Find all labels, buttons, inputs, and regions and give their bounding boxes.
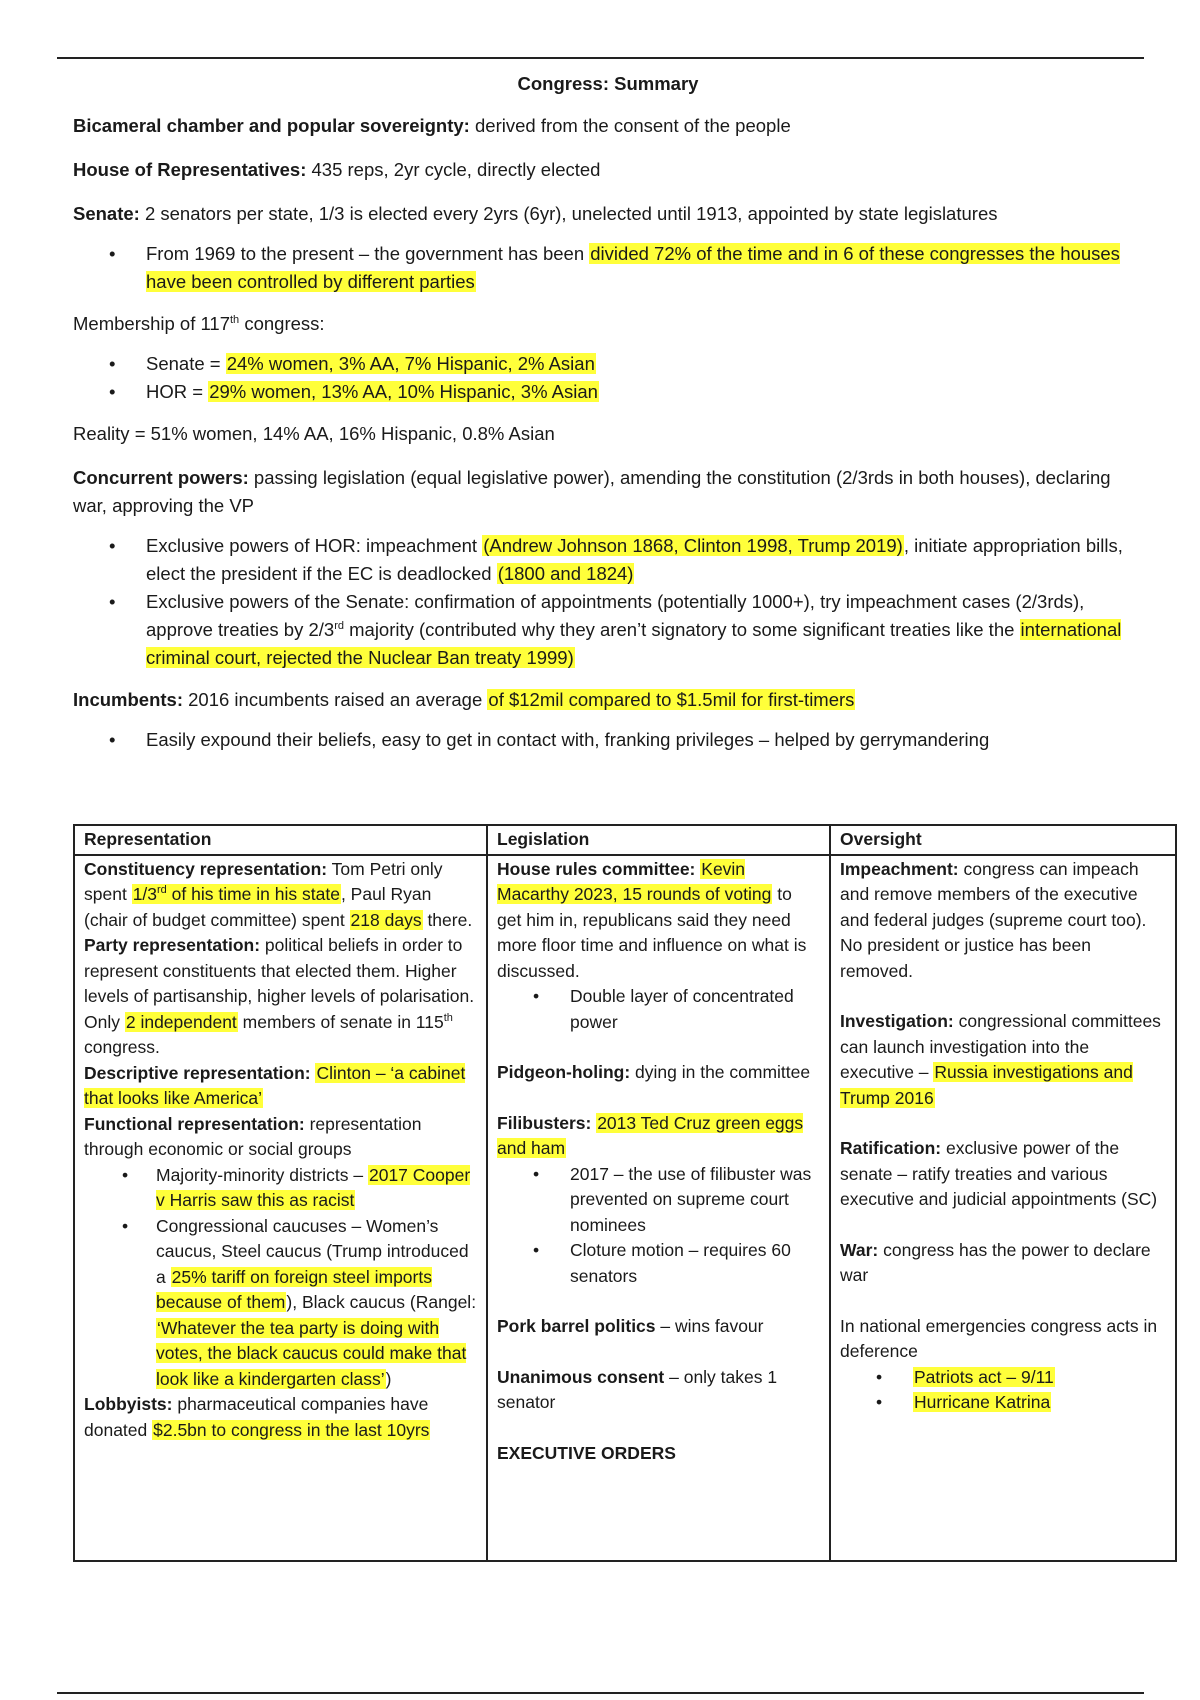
highlight: (Andrew Johnson 1868, Clinton 1998, Trump 2019) <box>483 535 903 556</box>
ratification: Ratification: exclusive power of the senate – ratify treaties and various executive and judicial appointments (SC) <box>840 1138 1158 1209</box>
membership-paragraph: Membership of 117th congress: <box>73 313 325 334</box>
double-layer-bullet: • Double layer of concentrated power <box>497 984 820 1035</box>
unanimous-consent: Unanimous consent – only takes 1 senator <box>497 1366 778 1412</box>
header-legislation: Legislation <box>487 825 830 855</box>
senate-bullets <box>73 240 1143 296</box>
filibusters: Filibusters: 2013 Ted Cruz green eggs and ham <box>497 1112 804 1158</box>
house-term: House of Representatives: <box>73 159 307 180</box>
highlight: 2 independent <box>125 1011 237 1032</box>
highlight: Russia investigations and Trump 2016 <box>840 1062 1133 1108</box>
highlight: 29% women, 13% AA, 10% Hispanic, 3% Asian <box>209 381 598 402</box>
national-emergencies: In national emergencies congress acts in deference <box>840 1315 1158 1361</box>
senate-membership-bullet: • Senate = 24% women, 3% AA, 7% Hispanic, 2% Asian <box>73 350 1143 378</box>
bottom-rule <box>57 1692 1144 1694</box>
bicameral-paragraph <box>73 112 1143 140</box>
rules-bullets <box>497 984 820 1035</box>
highlight: 25% tariff on foreign steel imports because of them <box>156 1266 432 1312</box>
legislation-cell <box>487 855 830 1562</box>
spacer <box>497 1340 820 1365</box>
highlight: ‘Whatever the tea party is doing with votes, the black caucus could make that look like a kindergarten class’ <box>156 1317 467 1389</box>
cloture-bullet: • Cloture motion – requires 60 senators <box>497 1238 820 1289</box>
senate-term: Senate: <box>73 203 140 224</box>
membership-bullets <box>73 350 1143 406</box>
bicameral-text: derived from the consent of the people <box>469 115 791 136</box>
caucuses-bullet: • Congressional caucuses – Women’s caucus, Steel caucus (Trump introduced a 25% tariff on foreign steel imports because of them), Black caucus (Rangel: ‘Whatever the tea party is doing with votes, the black caucus could make that look like a kindergarten class’) <box>84 1214 477 1393</box>
highlight: Patriots act – 9/11 <box>914 1366 1054 1387</box>
pork-barrel: Pork barrel politics – wins favour <box>497 1316 764 1336</box>
table-header-row <box>74 825 1176 855</box>
senate-text: 2 senators per state, 1/3 is elected every 2yrs (6yr), unelected until 1913, appointed by state legislatures <box>139 203 998 224</box>
spacer <box>840 984 1166 1009</box>
highlight: divided 72% of the time and in 6 of these congresses the houses have been controlled by different parties <box>146 243 1120 292</box>
bicameral-term: Bicameral chamber and popular sovereignty: <box>73 115 470 136</box>
spacer <box>497 1416 820 1441</box>
hurricane-katrina-bullet <box>840 1390 1166 1416</box>
impeachment: Impeachment: congress can impeach and remove members of the executive and federal judges (supreme court too). No president or justice has been removed. <box>840 858 1147 981</box>
concurrent-paragraph: Concurrent powers: passing legislation (equal legislative power), amending the constitution (2/3rds in both houses), declaring war, approving the VP <box>73 467 1111 516</box>
incumbents-term: Incumbents: <box>73 689 183 710</box>
reality-paragraph: Reality = 51% women, 14% AA, 16% Hispanic, 0.8% Asian <box>73 423 555 444</box>
highlight: Kevin Macarthy 2023, 15 rounds of voting <box>497 858 772 904</box>
oversight-cell <box>830 855 1176 1562</box>
spacer <box>497 1086 820 1111</box>
spacer <box>497 1289 820 1314</box>
highlight: Clinton – ‘a cabinet that looks like America’ <box>84 1062 466 1108</box>
document-title: Congress: Summary <box>517 73 699 94</box>
summary-table <box>73 824 1177 1562</box>
divided-government-bullet: • From 1969 to the present – the government has been divided 72% of the time and in 6 of these congresses the houses have been controlled by different parties <box>73 240 1143 296</box>
highlight: 24% women, 3% AA, 7% Hispanic, 2% Asian <box>226 353 595 374</box>
emergency-bullets <box>840 1365 1166 1416</box>
functional-bullets <box>84 1163 477 1393</box>
house-rules-committee: House rules committee: Kevin Macarthy 2023, 15 rounds of voting to get him in, republicans said they need more floor time and influence on what is discussed. <box>497 858 807 981</box>
highlight: 218 days <box>350 909 422 930</box>
highlight: 1/3rd of his time in his state <box>132 884 340 904</box>
functional-representation: Functional representation: representation through economic or social groups <box>84 1113 422 1159</box>
pidgeon-holing: Pidgeon-holing: dying in the committee <box>497 1062 811 1082</box>
hor-membership-bullet: • HOR = 29% women, 13% AA, 10% Hispanic, 3% Asian <box>73 378 1143 406</box>
highlight: 2017 Cooper v Harris saw this as racist <box>156 1164 471 1210</box>
top-rule <box>57 57 1144 59</box>
highlight: of $12mil compared to $1.5mil for first-timers <box>488 689 855 710</box>
spacer <box>840 1111 1166 1136</box>
house-paragraph <box>73 156 1143 184</box>
senate-powers-bullet: • Exclusive powers of the Senate: confirmation of appointments (potentially 1000+), try impeachment cases (2/3rds), approve treaties by 2/3rd majority (contributed why they aren’t signatory to some significant treaties like the international criminal court, rejected the Nuclear Ban treaty 1999) <box>73 588 1143 672</box>
summary-body <box>73 70 1143 768</box>
house-text: 435 reps, 2yr cycle, directly elected <box>306 159 601 180</box>
representation-cell <box>74 855 487 1562</box>
highlight: (1800 and 1824) <box>497 563 634 584</box>
spacer <box>840 1289 1166 1314</box>
filibuster-bullet-2017: • 2017 – the use of filibuster was prevented on supreme court nominees <box>497 1162 820 1239</box>
highlight: $2.5bn to congress in the last 10yrs <box>153 1419 430 1440</box>
spacer <box>497 1035 820 1060</box>
highlight: international criminal court, rejected the Nuclear Ban treaty 1999) <box>146 619 1122 668</box>
incumbents-bullets <box>73 726 1143 754</box>
incumbents-paragraph: Incumbents: 2016 incumbents raised an average of $12mil compared to $1.5mil for first-timers <box>73 689 855 710</box>
descriptive-representation: Descriptive representation: Clinton – ‘a cabinet that looks like America’ <box>84 1062 466 1108</box>
hor-powers-bullet: • Exclusive powers of HOR: impeachment (Andrew Johnson 1868, Clinton 1998, Trump 2019), initiate appropriation bills, elect the president if the EC is deadlocked (1800 and 1824) <box>73 532 1143 588</box>
header-oversight: Oversight <box>830 825 1176 855</box>
majority-minority-bullet: • Majority-minority districts – 2017 Cooper v Harris saw this as racist <box>84 1163 477 1214</box>
header-representation: Representation <box>74 825 487 855</box>
patriots-act-bullet <box>840 1365 1166 1391</box>
senate-paragraph <box>73 200 1143 228</box>
concurrent-term: Concurrent powers: <box>73 467 249 488</box>
highlight: 2013 Ted Cruz green eggs and ham <box>497 1112 804 1158</box>
lobbyists: Lobbyists: pharmaceutical companies have donated $2.5bn to congress in the last 10yrs <box>84 1394 430 1440</box>
exclusive-powers-bullets <box>73 532 1143 672</box>
incumbents-bullet: • Easily expound their beliefs, easy to get in contact with, franking privileges – helped by gerrymandering <box>73 726 1143 754</box>
party-representation: Party representation: political beliefs in order to represent constituents that elected them. Higher levels of partisanship, higher levels of polarisation. Only 2 independent members of senate in 115th congress. <box>84 935 475 1057</box>
table-body-row <box>74 855 1176 1562</box>
spacer <box>840 1213 1166 1238</box>
executive-orders: EXECUTIVE ORDERS <box>497 1442 676 1463</box>
filibuster-bullets <box>497 1162 820 1290</box>
investigation: Investigation: congressional committees can launch investigation into the executive – Russia investigations and Trump 2016 <box>840 1011 1161 1108</box>
highlight: Hurricane Katrina <box>914 1392 1051 1412</box>
war-power: War: congress has the power to declare war <box>840 1239 1151 1285</box>
constituency-representation: Constituency representation: Tom Petri only spent 1/3rd of his time in his state, Paul Ryan (chair of budget committee) spent 218 days there. <box>84 858 473 930</box>
